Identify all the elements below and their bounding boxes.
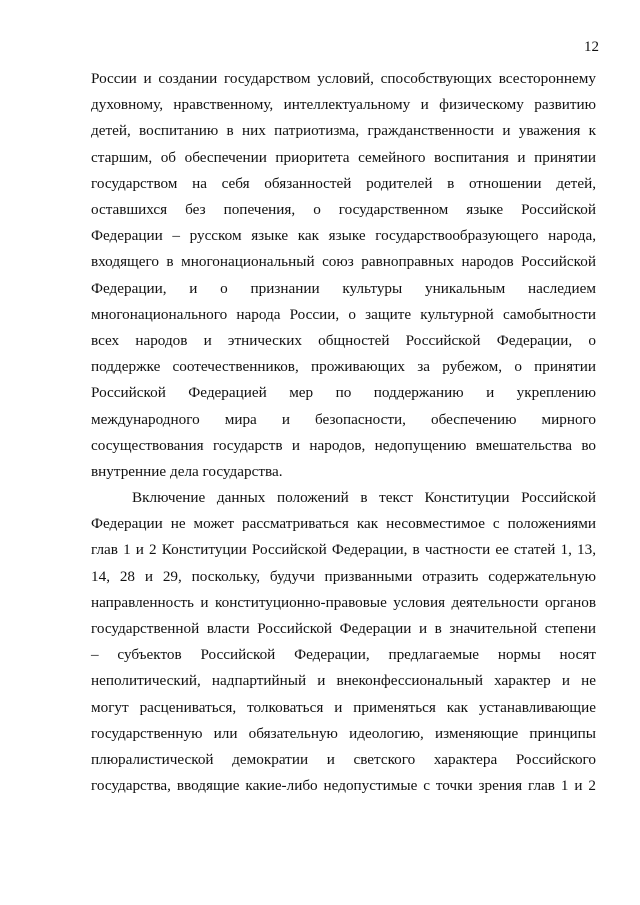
paragraph-line: международного мира и безопасности, обеспечению мирного <box>91 410 596 428</box>
paragraph-line: Включение данных положений в текст Конституции Российской <box>132 489 596 506</box>
paragraph-line: внутренние дела государства. <box>91 463 283 481</box>
paragraph-2 <box>91 485 596 799</box>
paragraph-line: многонационального народа России, о защите культурной самобытности <box>91 305 596 323</box>
paragraph-line: сосуществования государств и народов, недопущению вмешательства во <box>91 436 596 454</box>
page-number: 12 <box>584 39 599 55</box>
paragraph-line: государством на себя обязанностей родителей в отношении детей, <box>91 174 596 192</box>
paragraph-line: глав 1 и 2 Конституции Российской Федерации, в частности ее статей 1, 13, <box>91 541 596 559</box>
paragraph-line: плюралистической демократии и светского характера Российского <box>91 751 596 769</box>
paragraph-line: детей, воспитанию в них патриотизма, гражданственности и уважения к <box>91 122 596 140</box>
paragraph-line: всех народов и этнических общностей Российской Федерации, о <box>91 332 596 350</box>
paragraph-line: государства, вводящие какие-либо недопустимые с точки зрения глав 1 и 2 <box>91 777 596 795</box>
paragraph-line: России и создании государством условий, способствующих всестороннему <box>91 70 596 87</box>
paragraph-line: оставшихся без попечения, о государственном языке Российской <box>91 201 596 219</box>
paragraph-line: Российской Федерацией мер по поддержанию и укреплению <box>91 384 596 402</box>
paragraph-line: государственной власти Российской Федерации и в значительной степени <box>91 620 596 638</box>
paragraph-line: – субъектов Российской Федерации, предлагаемые нормы носят <box>91 646 596 664</box>
paragraph-line: направленность и конституционно-правовые условия деятельности органов <box>91 593 596 611</box>
paragraph-line: входящего в многонациональный союз равноправных народов Российской <box>91 253 596 271</box>
paragraph-line: духовному, нравственному, интеллектуальному и физическому развитию <box>91 96 596 114</box>
paragraph-line: Федерации – русском языке как языке государствообразующего народа, <box>91 227 596 245</box>
paragraph-line: неполитический, надпартийный и внеконфессиональный характер и не <box>91 672 596 690</box>
paragraph-line: поддержке соотечественников, проживающих за рубежом, о принятии <box>91 358 596 376</box>
paragraph-1 <box>91 66 596 485</box>
paragraph-line: государственную или обязательную идеологию, изменяющие принципы <box>91 724 596 742</box>
paragraph-line: Федерации, и о признании культуры уникальным наследием <box>91 279 596 297</box>
paragraph-line: Федерации не может рассматриваться как несовместимое с положениями <box>91 515 596 533</box>
paragraph-line: 14, 28 и 29, поскольку, будучи призванными отразить содержательную <box>91 567 596 585</box>
paragraph-line: могут расцениваться, толковаться и применяться как устанавливающие <box>91 698 596 716</box>
paragraph-line: старшим, об обеспечении приоритета семейного воспитания и принятии <box>91 148 596 166</box>
